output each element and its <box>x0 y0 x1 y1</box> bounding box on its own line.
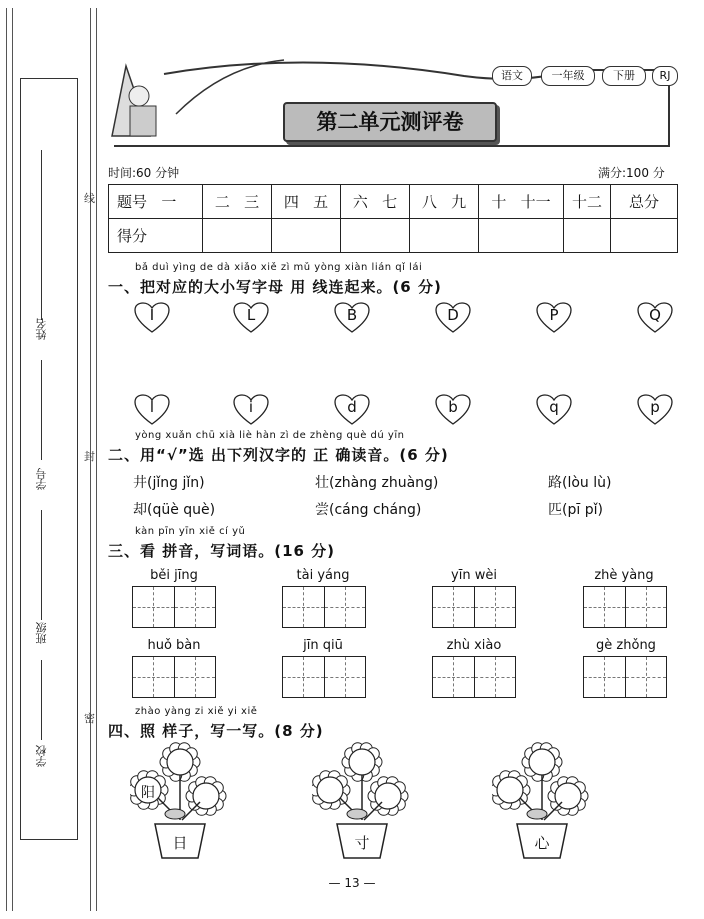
score-cell[interactable] <box>479 219 564 253</box>
q2-item[interactable]: 井(jǐng jǐn) <box>133 475 205 491</box>
writing-grid[interactable] <box>132 586 216 628</box>
lowercase-heart[interactable] <box>435 394 471 426</box>
lowercase-heart[interactable] <box>637 394 673 426</box>
q3-word-pinyin: jīn qiū <box>303 638 343 653</box>
uppercase-heart[interactable] <box>637 302 673 334</box>
uppercase-heart[interactable] <box>233 302 269 334</box>
flower-pot-exercise <box>130 740 240 860</box>
q1-heading: 一、把对应的大小写字母 用 线连起来。(6 分) <box>108 278 442 296</box>
tag-volume: 下册 <box>602 66 646 86</box>
page-number: — 13 — <box>328 876 376 890</box>
school-label: 学校 <box>35 745 48 767</box>
q3-word-pinyin: běi jīng <box>150 568 198 583</box>
score-table-header-row <box>109 185 678 219</box>
uppercase-heart[interactable] <box>334 302 370 334</box>
tag-subject: 语文 <box>492 66 532 86</box>
lowercase-heart[interactable] <box>334 394 370 426</box>
writing-grid[interactable] <box>282 586 366 628</box>
header-cell: 四 五 <box>272 185 341 219</box>
seal-mark-secret: 密 <box>84 712 95 725</box>
header-cell: 一 <box>161 193 177 211</box>
time-limit: 时间:60 分钟 <box>108 166 180 180</box>
q3-pinyin: kàn pīn yīn xiě cí yǔ <box>135 526 246 537</box>
seal-mark-seal: 封 <box>84 450 95 463</box>
q4-pinyin: zhào yàng zi xiě yi xiě <box>135 706 258 717</box>
q3-word-pinyin: zhù xiào <box>446 638 502 653</box>
header-cell: 八 九 <box>410 185 479 219</box>
score-table <box>108 184 678 253</box>
lowercase-heart[interactable] <box>536 394 572 426</box>
q3-word-pinyin: gè zhǒng <box>596 638 656 653</box>
lowercase-heart[interactable] <box>134 394 170 426</box>
tag-grade: 一年级 <box>541 66 595 86</box>
seal-mark-line: 线 <box>84 192 95 205</box>
student-id-label: 学号 <box>35 468 48 490</box>
letter-label: L <box>246 306 256 324</box>
writing-grid[interactable] <box>132 656 216 698</box>
q3-heading: 三、看 拼音，写词语。(16 分) <box>108 542 336 560</box>
writing-grid[interactable] <box>583 656 667 698</box>
q4-heading: 四、照 样子，写一写。(8 分) <box>108 722 324 740</box>
writing-grid[interactable] <box>432 586 516 628</box>
writing-grid[interactable] <box>583 586 667 628</box>
q3-word-pinyin: tài yáng <box>296 568 350 583</box>
letter-label: q <box>549 398 559 416</box>
letter-label: I <box>149 306 155 324</box>
score-header-label <box>109 185 203 219</box>
q3-word-pinyin: huǒ bàn <box>147 638 201 653</box>
letter-label: P <box>549 306 559 324</box>
sample-petal-character: 阳 <box>141 785 155 801</box>
q2-item[interactable]: 路(lòu lù) <box>548 475 612 491</box>
letter-label: p <box>650 398 660 416</box>
header-cell: 题号 <box>117 193 148 211</box>
uppercase-heart[interactable] <box>435 302 471 334</box>
tag-edition: RJ <box>652 66 678 86</box>
letter-label: B <box>346 306 358 324</box>
page-title: 第二单元测评卷 <box>283 102 497 142</box>
uppercase-heart[interactable] <box>536 302 572 334</box>
header-cell: 二 三 <box>203 185 272 219</box>
letter-label: l <box>149 398 155 416</box>
score-cell[interactable] <box>611 219 678 253</box>
student-id-line <box>41 360 42 460</box>
header-cell: 十二 <box>564 185 611 219</box>
full-score: 满分:100 分 <box>598 166 665 180</box>
score-table-score-row <box>109 219 678 253</box>
header-cell: 总分 <box>611 185 678 219</box>
q1-pinyin: bǎ duì yìng de dà xiǎo xiě zì mǔ yòng xiàn lián qǐ lái <box>135 262 423 273</box>
letter-label: d <box>347 398 357 416</box>
q2-item[interactable]: 壮(zhàng zhuàng) <box>315 475 439 491</box>
q2-heading: 二、用“√”选 出下列汉字的 正 确读音。(6 分) <box>108 446 449 464</box>
letter-label: Q <box>649 306 661 324</box>
header-cell: 六 七 <box>341 185 410 219</box>
score-cell[interactable] <box>341 219 410 253</box>
writing-grid[interactable] <box>432 656 516 698</box>
q3-word-pinyin: yīn wèi <box>451 568 497 583</box>
q3-word-pinyin: zhè yàng <box>594 568 654 583</box>
header-cell: 十 十一 <box>479 185 564 219</box>
score-cell[interactable] <box>203 219 272 253</box>
q2-item[interactable]: 尝(cáng cháng) <box>315 502 422 518</box>
school-line <box>41 660 42 740</box>
score-cell[interactable] <box>410 219 479 253</box>
writing-grid[interactable] <box>282 656 366 698</box>
letter-label: b <box>448 398 458 416</box>
lowercase-heart[interactable] <box>233 394 269 426</box>
binder-panel <box>20 78 78 840</box>
score-cell[interactable] <box>564 219 611 253</box>
q2-pinyin: yòng xuǎn chū xià liè hàn zì de zhèng què dú yīn <box>135 430 405 441</box>
flower-pot-exercise <box>312 740 422 860</box>
score-row-label: 得分 <box>109 219 203 253</box>
pot-character: 心 <box>534 834 550 852</box>
score-cell[interactable] <box>272 219 341 253</box>
q2-item[interactable]: 却(qüè què) <box>133 502 216 518</box>
letter-label: D <box>447 306 459 324</box>
name-label: 姓名 <box>35 318 48 340</box>
class-line <box>41 510 42 620</box>
uppercase-heart[interactable] <box>134 302 170 334</box>
pot-character: 寸 <box>354 834 370 852</box>
q2-item[interactable]: 匹(pī pǐ) <box>548 502 603 518</box>
pot-character: 日 <box>172 834 188 852</box>
class-label: 班级 <box>35 622 48 644</box>
flower-pot-exercise <box>492 740 602 860</box>
name-line <box>41 150 42 320</box>
letter-label: i <box>248 398 254 416</box>
